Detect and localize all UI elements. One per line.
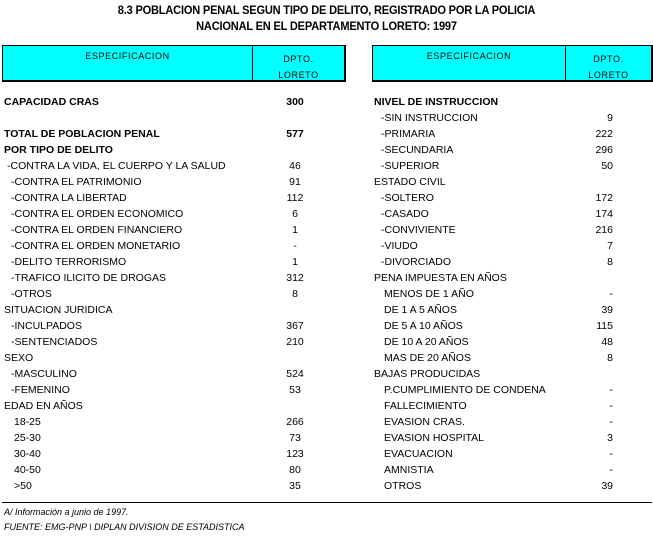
row-label: -CONTRA EL PATRIMONIO xyxy=(11,176,142,188)
row-label: DE 5 A 10 AÑOS xyxy=(384,320,463,332)
row-value: 123 xyxy=(286,448,304,460)
row-value: 300 xyxy=(286,96,304,108)
row-label: EVACUACION xyxy=(384,448,453,460)
table-row xyxy=(4,110,335,126)
table-row xyxy=(4,382,335,398)
row-label: -SIN INSTRUCCION xyxy=(381,112,478,124)
table-row xyxy=(374,142,613,158)
source-note: FUENTE: EMG-PNP \ DIPLAN DIVISION DE ESTADISTICA xyxy=(4,522,245,532)
row-value: 48 xyxy=(601,336,613,348)
table-row xyxy=(4,286,335,302)
table-row xyxy=(374,94,613,110)
row-label: 40-50 xyxy=(14,464,41,476)
table-row xyxy=(4,238,335,254)
table-row xyxy=(4,254,335,270)
row-label: SITUACION JURIDICA xyxy=(4,304,113,316)
row-label: POR TIPO DE DELITO xyxy=(4,144,113,156)
table-row xyxy=(4,174,335,190)
table-row xyxy=(374,318,613,334)
row-label: NIVEL DE INSTRUCCION xyxy=(374,96,499,108)
row-value: 91 xyxy=(289,176,301,188)
footnote: A/ Información a junio de 1997. xyxy=(4,507,129,517)
header-dpto-line1: DPTO. xyxy=(283,54,314,64)
table-row xyxy=(4,270,335,286)
row-value: - xyxy=(609,416,613,428)
row-label: BAJAS PRODUCIDAS xyxy=(374,368,481,380)
table-row xyxy=(4,190,335,206)
row-value: - xyxy=(609,288,613,300)
row-value: 172 xyxy=(595,192,613,204)
row-label: -CONVIVIENTE xyxy=(381,224,456,236)
row-value: 222 xyxy=(595,128,613,140)
row-label: MENOS DE 1 AÑO xyxy=(384,288,474,300)
title-line-1: 8.3 POBLACION PENAL SEGUN TIPO DE DELITO, REGISTRADO POR LA POLICIA xyxy=(117,3,536,17)
row-value: 174 xyxy=(595,208,613,220)
table-row xyxy=(374,334,613,350)
row-label: TOTAL DE POBLACION PENAL xyxy=(4,128,160,140)
row-label: -CONTRA EL ORDEN MONETARIO xyxy=(11,240,181,252)
row-label: -MASCULINO xyxy=(11,368,77,380)
row-label: -FEMENINO xyxy=(11,384,70,396)
row-value: 577 xyxy=(286,128,304,140)
row-value: - xyxy=(609,464,613,476)
header-dpto-line2: LORETO xyxy=(278,70,319,80)
table-row xyxy=(374,366,613,382)
row-value: 39 xyxy=(601,480,613,492)
row-label: -TRAFICO ILICITO DE DROGAS xyxy=(11,272,166,284)
row-value: 80 xyxy=(289,464,301,476)
row-label: 30-40 xyxy=(14,448,41,460)
table-row xyxy=(4,478,335,494)
row-value: 112 xyxy=(286,192,304,204)
row-value: 73 xyxy=(289,432,301,444)
row-value: 296 xyxy=(595,144,613,156)
row-label: -CONTRA EL ORDEN ECONOMICO xyxy=(11,208,184,220)
row-value: - xyxy=(293,240,297,252)
row-label: -DELITO TERRORISMO xyxy=(11,256,127,268)
table-row xyxy=(4,302,335,318)
row-label: ESTADO CIVIL xyxy=(374,176,446,188)
row-label: DE 10 A 20 AÑOS xyxy=(384,336,469,348)
row-value: 9 xyxy=(607,112,613,124)
table-row xyxy=(4,350,335,366)
row-label: CAPACIDAD CRAS xyxy=(4,96,99,108)
table-row xyxy=(374,286,613,302)
row-label: -CASADO xyxy=(381,208,429,220)
row-value: - xyxy=(609,400,613,412)
row-label: DE 1 A 5 AÑOS xyxy=(384,304,457,316)
row-label: -OTROS xyxy=(11,288,52,300)
header-dpto-line2: LORETO xyxy=(588,70,629,80)
table-row xyxy=(4,158,335,174)
row-label: -DIVORCIADO xyxy=(381,256,452,268)
footer-divider xyxy=(2,502,652,503)
row-label: -SENTENCIADOS xyxy=(11,336,98,348)
row-label: P.CUMPLIMIENTO DE CONDENA xyxy=(384,384,546,396)
row-label: >50 xyxy=(14,480,32,492)
row-value: 53 xyxy=(289,384,301,396)
table-row xyxy=(374,158,613,174)
header-especificacion: ESPECIFICACION xyxy=(373,46,566,80)
row-label: EVASION CRAS. xyxy=(384,416,465,428)
row-label: SEXO xyxy=(4,352,34,364)
table-row xyxy=(4,206,335,222)
row-value: 210 xyxy=(286,336,304,348)
left-table-header xyxy=(2,45,346,82)
table-row xyxy=(4,446,335,462)
table-row xyxy=(4,462,335,478)
table-row xyxy=(374,222,613,238)
row-label: EVASION HOSPITAL xyxy=(384,432,484,444)
row-value: 35 xyxy=(289,480,301,492)
row-value: - xyxy=(609,384,613,396)
header-dpto-line1: DPTO. xyxy=(593,54,624,64)
table-row xyxy=(4,94,335,110)
row-value: 266 xyxy=(286,416,304,428)
table-row xyxy=(374,414,613,430)
row-label: FALLECIMIENTO xyxy=(384,400,467,412)
row-label: 25-30 xyxy=(14,432,41,444)
table-row xyxy=(4,318,335,334)
header-dpto xyxy=(566,51,651,83)
table-row xyxy=(374,398,613,414)
table-row xyxy=(374,110,613,126)
row-value: 50 xyxy=(601,160,613,172)
row-label: 18-25 xyxy=(14,416,41,428)
row-value: 1 xyxy=(292,224,298,236)
table-row xyxy=(374,126,613,142)
header-especificacion: ESPECIFICACION xyxy=(3,46,253,80)
row-value: 39 xyxy=(601,304,613,316)
table-row xyxy=(374,254,613,270)
table-row xyxy=(374,238,613,254)
row-label: AMNISTIA xyxy=(384,464,434,476)
row-label: -CONTRA EL ORDEN FINANCIERO xyxy=(11,224,183,236)
row-value: 115 xyxy=(596,320,613,332)
table-row xyxy=(374,382,613,398)
row-value: 524 xyxy=(286,368,304,380)
row-value: 8 xyxy=(607,256,613,268)
table-row xyxy=(374,430,613,446)
header-dpto xyxy=(253,51,344,83)
table-row xyxy=(374,302,613,318)
row-label: MAS DE 20 AÑOS xyxy=(384,352,471,364)
row-label: -VIUDO xyxy=(381,240,418,252)
table-row xyxy=(374,478,613,494)
row-label: -SUPERIOR xyxy=(381,160,440,172)
table-row xyxy=(4,334,335,350)
row-label: -SOLTERO xyxy=(381,192,434,204)
row-label: -INCULPADOS xyxy=(11,320,82,332)
right-table-header xyxy=(372,45,653,82)
table-row xyxy=(4,430,335,446)
table-row xyxy=(374,270,613,286)
row-value: 7 xyxy=(607,240,613,252)
table-row xyxy=(374,350,613,366)
row-label: -SECUNDARIA xyxy=(381,144,454,156)
row-value: 3 xyxy=(607,432,613,444)
row-value: 46 xyxy=(289,160,301,172)
table-row xyxy=(4,142,335,158)
table-row xyxy=(374,174,613,190)
table-row xyxy=(4,414,335,430)
row-label: -CONTRA LA LIBERTAD xyxy=(11,192,127,204)
row-value: 8 xyxy=(607,352,613,364)
row-value: 367 xyxy=(286,320,304,332)
title-line-2: NACIONAL EN EL DEPARTAMENTO LORETO: 1997 xyxy=(196,19,457,33)
row-value: 6 xyxy=(292,208,298,220)
row-label: OTROS xyxy=(384,480,422,492)
table-row xyxy=(374,206,613,222)
table-row xyxy=(4,126,335,142)
row-value: 312 xyxy=(286,272,304,284)
row-value: 1 xyxy=(292,256,298,268)
row-label: -PRIMARIA xyxy=(381,128,436,140)
row-label: -CONTRA LA VIDA, EL CUERPO Y LA SALUD xyxy=(7,160,226,172)
row-value: - xyxy=(609,448,613,460)
row-value: 216 xyxy=(595,224,613,236)
row-label: EDAD EN AÑOS xyxy=(4,400,83,412)
table-row xyxy=(374,190,613,206)
table-row xyxy=(4,398,335,414)
table-row xyxy=(374,462,613,478)
table-row xyxy=(4,366,335,382)
table-row xyxy=(374,446,613,462)
row-label: PENA IMPUESTA EN AÑOS xyxy=(374,272,507,284)
table-row xyxy=(4,222,335,238)
row-value: 8 xyxy=(292,288,298,300)
